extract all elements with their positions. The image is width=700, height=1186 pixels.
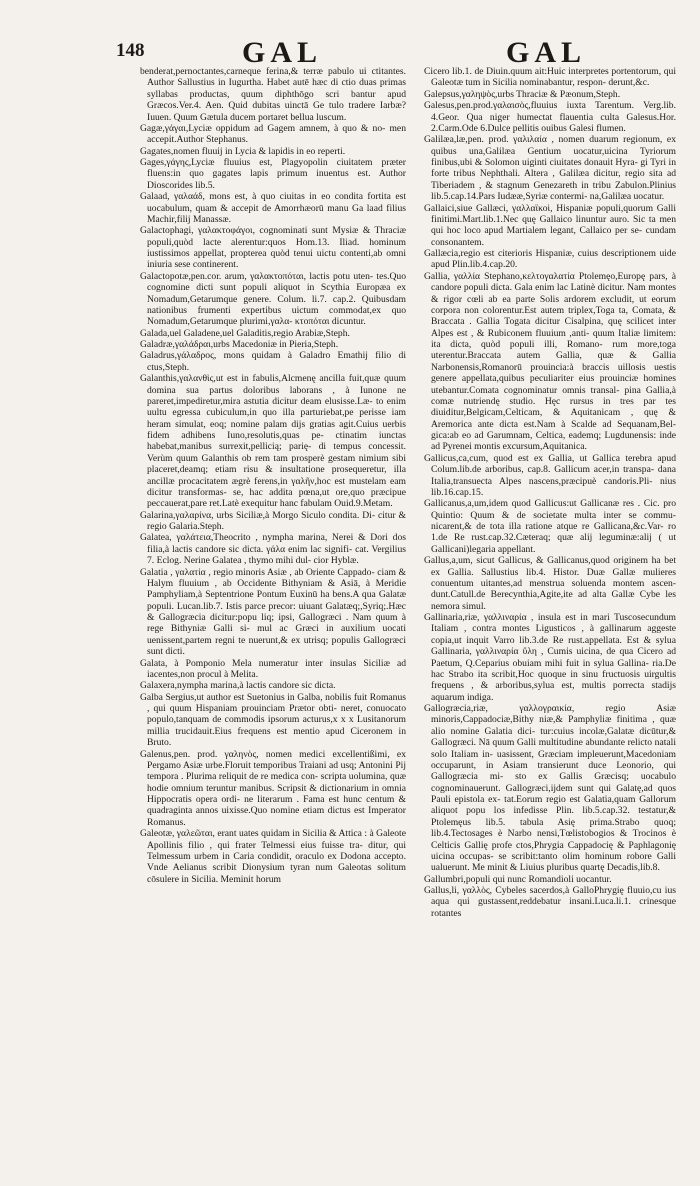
dictionary-entry: Galepsus,γαληψὸς,urbs Thraciæ & Pæonum,Steph. (424, 88, 621, 100)
page-number: 148 (116, 40, 145, 61)
dictionary-entry: Gagæ,γάγαι,Lyciæ oppidum ad Gagem amnem, à quo & no- men accepit.Author Stephanus. (140, 122, 406, 146)
dictionary-entry: Galenus,pen. prod. γαληνὸς, nomen medici excellentißimi, ex Pergamo Asiæ urbe.Floruit temporibus Traiani ad usq; Antonini Pij tempora . Plurima reliquit de re medica con- scripta uolumina, quæ hodie omnium teruntur manibus. Scripsit & dictionarium in omnia Hippocratis opera ordi- ne literarum . Fama est hunc centum & quadraginta annos uixisse.Quo nomine etiam dictus est Imperator Romanus. (140, 748, 406, 828)
dictionary-entry: Galilæa,læ,pen. prod. γαλιλαία , nomen duarum regionum, ex quibus una,Galilæa Gentium uocatur,uicina Tyriorum finibus,ubi & Solomon uiginti ciuitates donauit Hyra- gi Tyri in forte tribus Nephthali. Altera , Galilæa dicitur, regio sita ad Tiberiadem , & stagnum Genezareth in tribu Zabulon.Plinius lib.5.cap.14.Pars Iudææ,Syriæ contermi- na,Galilæa uocatur. (424, 134, 676, 203)
dictionary-entry: Galaxera,nympha marina,à lactis candore sic dicta. (140, 680, 336, 692)
dictionary-entry: Gallicanus,a,um,idem quod Gallicus:ut Gallicanæ res . Cic. pro Quintio: Quum & de societate multa inter se commu- nicarent,& de tota illa ratione atque re Gallicana,&c.Var- ro 1.de Re rust.cap.32.Cæteraq; quæ alij leguminæ:alij ( ut Gallicani)legaria appellant. (424, 498, 676, 555)
dictionary-entry: Gallinaria,riæ, γαλλιναρία , insula est in mari Tuscosecundum Italiam , contra montes Ligusticos , à gallinarum aggeste copia,ut inquit Varro lib.3.de Re rust.appellata. Est & sylua Gallinaria, γαλλιναρία ὕλη , Cumis uicina, de qua Cicero ad Paetum, Q.Ceparius obuiam mihi fuit in sylua Gallina- ria.De hac Strabo ita scribit,Hoc quoque in sinu fructuosis uirgultis frequens , & arboribus,sylua est, multis porrecta stadijs aquarum indiga. (424, 612, 676, 703)
dictionary-entry: Gallaici,siue Gallæci, γαλλαϊκοὶ, Hispaniæ populi,quorum Galli finitimi.Mart.lib.1.Nec quę Gallaico linuntur auro. Sic ta men qui hoc loco apud Martialem legant, Callaico per se- cundam consonantem. (424, 202, 676, 248)
dictionary-entry: Galadræ,γαλάδραι,urbs Macedoniæ in Pieria,Steph. (140, 339, 339, 350)
dictionary-entry: Gallus,li, γαλλὸς, Cybeles sacerdos,à GalloPhrygię fluuio,cu ius aqua qui gustassent,reddebatur insani.Luca.li.1. crinesque rotantes (424, 885, 676, 919)
dictionary-entry: Galadrus,γάλαδρος, mons quidam à Galadro Emathij filio di ctus,Steph. (140, 350, 406, 373)
dictionary-entry: Gagates,nomen fluuij in Lycia & lapidis in eo reperti. (140, 145, 346, 157)
dictionary-entry: Gallæcia,regio est citerioris Hispaniæ, cuius descriptionem uide apud Plin.lib.4.cap.20. (424, 248, 676, 271)
dictionary-entry: Galaad, γαλαάδ, mons est, à quo ciuitas in eo condita fortita est uocabulum, quam & accepit de Amorrhæorū manu Ga laad filius Machir,filij Manassæ. (140, 191, 406, 225)
dictionary-entry: Gallumbri,populi qui nunc Romandioli uocantur. (424, 873, 612, 885)
dictionary-entry: Gages,γάγης,Lyciæ fluuius est, Plagyopolin ciuitatem præter fluens:in quo gagates lapis primum inuentus est. Author Dioscorides lib.5. (140, 157, 406, 191)
running-head-right: GAL (506, 36, 587, 69)
left-column (140, 66, 406, 885)
dictionary-entry: Galatea, γαλάτεια,Theocrito , nympha marina, Nerei & Dori dos filia,à lactis candore sic dicta. γάλα enim lac signifi- cat. Vergilius 7. Eclog. Nerine Galatea , thymo mihi dul- cior Hyblæ. (140, 532, 406, 567)
running-head-left: GAL (242, 36, 323, 69)
dictionary-entry: Galactophagi, γαλακτοφάγοι, cognominati sunt Mysiæ & Thraciæ populi,quòd lacte alerentur:quos Hom.13. Iliad. hominum iustissimos appellat, propterea quòd tenui uictu contenti,ab omni iniuria sese continerent. (140, 225, 406, 271)
dictionary-entry: Gallogræcia,riæ, γαλλογραικία, regio Asiæ minoris,Cappadociæ,Bithy niæ,& Pamphyliæ finitima , quæ alio nomine Galatia dici- tur:cuius incolæ,Galatæ dicūtur,& Gallogræci. Nā quum Galli multitudine abundante relicto natali solo Italiam in- uasissent, Græciam impleuerunt,Macedoniam occuparunt, in Asiam transierunt duce Leonorio, qui Gallogræcia mi- sto ex Gallis Græcisq; uocabulo cognominauerunt. Gallogræci,ijdem sunt qui Galatę,ad quos Pauli epistola ex- tat.Eorum regio est Galatia,quam Gallorum aliquot popu los infedisse Plin. lib.5.cap.32. testatur,& Ptolemęus lib.5. tabula Asię prima.Strabo quoq; lib.4.Tectosages è Narbo nensi,Tœlistobogios & Trocinos è Celticis Gallię profe ctos,Phrygia Cappadocię & Paphlagonię uicina occupas- se scribit:tanto olim hominum robore Galli ualuerunt. Me minit & Liuius pluribus quartę Decadis,lib.8. (424, 703, 676, 874)
dictionary-entry: Gallicus,ca,cum, quod est ex Gallia, ut Gallica terebra apud Colum.lib.de arboribus, cap.8. Gallicum acer,in transpa- dana Italia,transuecta Alpes nascens,præcipuè candoris.Pli- nius lib.16.cap.15. (424, 452, 676, 498)
dictionary-entry: Galarina,γαλαρίνα, urbs Siciliæ,à Morgo Siculo condita. Di- citur & regio Galaria.Steph. (140, 509, 406, 532)
dictionary-entry: Gallus,a,um, sicut Gallicus, & Gallicanus,quod originem ha bet ex Gallia. Sallustius lib.4. Histor. Duæ Gallæ mulieres conuentum uitantes,ad menstrua soluenda montem ascen- dunt.Catull.de Berecynthia,Agite,ite ad alta Gallæ Cybe les nemora simul. (424, 555, 676, 612)
dictionary-entry: Galata, à Pomponio Mela numeratur inter insulas Siciliæ ad iacentes,non procul à Melita. (140, 657, 406, 680)
dictionary-entry: Galeotæ, γαλεῶται, erant uates quidam in Sicilia & Attica : à Galeote Apollinis filio , qui frater Telmessi eius fuisse tra- ditur, qui Telmessum urbem in Caria condidit, oraculo ex Dodona accepto. Vnde Aelianus scribit Dionysium tyran num Galeotas solitum cōsulere in Sicilia. Meminit horum (140, 828, 406, 885)
dictionary-entry: Cicero lib.1. de Diuin.quum ait:Huic interpretes portentorum, qui Galeotæ tum in Sicilia nominabantur, respon- derunt,&c. (424, 66, 676, 89)
dictionary-entry: Galesus,pen.prod.γαλαισὸς,fluuius iuxta Tarentum. Verg.lib. 4.Geor. Qua niger humectat flauentia culta Galesus.Hor. 2.Carm.Ode 6.Dulce pellitis ouibus Galesi flumen. (424, 100, 676, 134)
dictionary-entry: Galactopotæ,pen.cor. arum, γαλακτοπόται, lactis potu uten- tes.Quo cognomine dicti sunt populi aliquot in Scythia Europæa ex Nomadum,Getarumque genere. Colum. li.7. cap.2. Quibusdam nationibus frumenti expertibus uictum commodat,ex quo Nomadum,Getarumque plurimi,γαλα- κτοπόται dicuntur. (140, 270, 406, 328)
dictionary-entry: Gallia, γαλλία Stephano,κελτογαλατία Ptolemęo,Europę pars, à candore populi dicta. Gala enim lac Latinè dicitur. Nam montes & rigor cœli ab ea parte Solis ardorem excludit, ut eorum corpora non colorentur.Est autem triplex,Toga ta, Comata, & Braccata . Gallia Togata dicitur Cisalpina, quę scilicet inter Alpes est , & Rubiconem fluuium ,anti- quum Italiæ limitem: ita dicta, quòd populi illi, Romano- rum more,toga uterentur.Braccata autem Gallia, quæ & Gallia Narbonensis,Romanorū prouincia:à braccis uillosis uestis genere appellata,quibus peculiariter eius prouinciæ homines utebantur.Comata cognominatur omnis transal- pina Gallia,à comæ nutriendę studio. Hęc rursus in tres par tes diuiditur,Belgicam,Celticam, & Aquitanicam , quę & Aremorica ante dicta est.Nam à Scalde ad Sequanam,Bel- gica:ab eo ad Garumnam, Celtica, eademq; Lugdunensis: inde ad Pyrenei montis excursum,Aquitanica. (424, 270, 676, 453)
dictionary-entry: Galba Sergius,ut author est Suetonius in Galba, nobilis fuit Romanus , qui quum Hispaniam prouinciam Prætor obti- neret, conuocato populo,tanquam de commodis ipsorum acturus,x x x Lusitanorum millia trucidauit.Eius frequens est mentio apud Ciceronem in Bruto. (140, 691, 406, 749)
right-column (424, 66, 676, 919)
dictionary-entry: Galada,uel Galadene,uel Galaditis,regio Arabiæ,Steph. (140, 327, 350, 339)
dictionary-entry: Galatia , γαλατία , regio minoris Asiæ , ab Oriente Cappado- ciam & Halym fluuium , ab Occidente Bithyniam & Asiā, à Meridie Pamphyliam,à Septentrione Pontum Euxinū ha bens.A qua Galatæ populi. Lucan.lib.7. Istis parce precor: uiuant Galatæq;,Syriq;.Hæc & Gallogræcia dicitur:popu liq; ipsi, Gallogræci . Nam quum à rege Bithyniæ Galli si- mul ac Græci in auxilium uocati uenissent,partem regni te nuerunt,& ex utrisq; populis Gallogræci sunt dicti. (140, 566, 406, 658)
dictionary-entry: Galanthis,γαλανθὶς,ut est in fabulis,Alcmenę ancilla fuit,quæ quum domina sua partus doloribus laborans , à Iunone ne pareret,impediretur,mira astutia dicitur deam elusisse.Læ- to enim uultu egressa cubiculum,in quo illa parturiebat,pe perisse iam heram simulat, eoq; nomine palam dijs gratias agit.Cuius uerbis fidem adhibens Iuno,resolutis,quas pe- ctinatim iunctas habebat,manibus surrexit,pellicią; parię- di tempus concessit. Verùm quum Galanthis ob rem tam prosperè gestam nimium sibi placeret,deamq; etiam risu & insultatione prosequeretur, illa ancillæ procacitatem ægrè ferens,in γαλῆν,hoc est mustelam eam dicitur transformas- se, hac addita pœna,ut ore,quo præcipue peccauerat,pare ret.Latè exequitur hanc fabulam Ouid.9.Metam. (140, 373, 406, 510)
dictionary-entry: benderat,pernoctantes,carneque ferina,& terræ pabulo ui ctitantes. Author Sallustius in Iugurtha. Habet autē hæc di ctio duas primas syllabas productas, quum diphthōgo scri bantur apud Græcos.Ver.4. Aen. Quid dubitas uinctā Ge tulo tradere Iarbæ?Iuuen. Quum Gætula ducem portaret bellua luscum. (140, 66, 406, 123)
